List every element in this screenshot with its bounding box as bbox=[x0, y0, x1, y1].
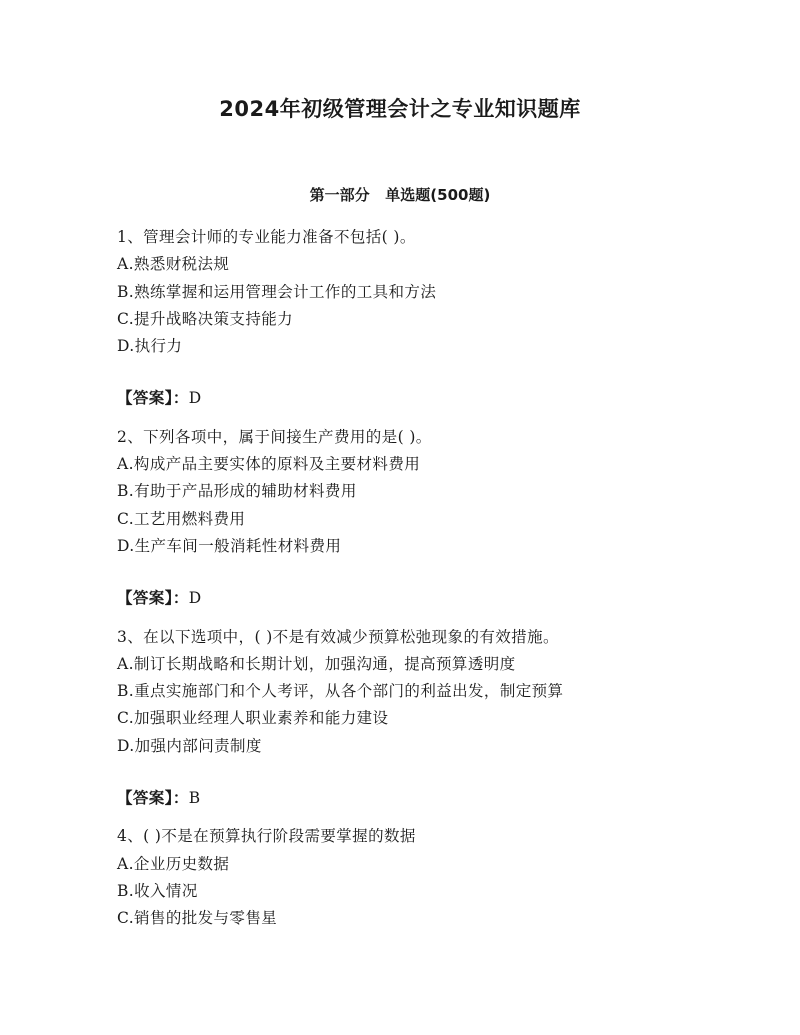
document-title: 2024年初级管理会计之专业知识题库 bbox=[219, 97, 581, 121]
answer-label: 【答案】： bbox=[117, 589, 189, 608]
option-a: A.熟悉财税法规 bbox=[117, 255, 230, 274]
question-stem: 3、在以下选项中，( )不是有效减少预算松弛现象的有效措施。 bbox=[117, 627, 559, 646]
question-2 bbox=[117, 424, 677, 613]
question-stem: 2、下列各项中，属于间接生产费用的是( )。 bbox=[117, 427, 432, 446]
question-3 bbox=[117, 624, 677, 813]
answer-value: B bbox=[188, 789, 201, 808]
option-c: C.加强职业经理人职业素养和能力建设 bbox=[117, 709, 389, 728]
section-title: 第一部分 单选题(500题) bbox=[309, 186, 491, 204]
option-c: C.提升战略决策支持能力 bbox=[117, 309, 294, 328]
option-c: C.销售的批发与零售星 bbox=[117, 909, 278, 928]
option-b: B.收入情况 bbox=[117, 881, 198, 900]
question-4 bbox=[117, 823, 677, 932]
option-d: D.加强内部问责制度 bbox=[117, 736, 262, 755]
option-d: D.执行力 bbox=[117, 337, 183, 356]
option-b: B.重点实施部门和个人考评，从各个部门的利益出发，制定预算 bbox=[117, 682, 564, 701]
option-a: A.企业历史数据 bbox=[117, 854, 230, 873]
answer-label: 【答案】： bbox=[117, 789, 189, 808]
question-list bbox=[117, 224, 677, 933]
option-a: A.构成产品主要实体的原料及主要材料费用 bbox=[117, 455, 421, 474]
answer-value: D bbox=[188, 389, 202, 408]
option-b: B.有助于产品形成的辅助材料费用 bbox=[117, 482, 357, 501]
answer-value: D bbox=[188, 589, 202, 608]
option-c: C.工艺用燃料费用 bbox=[117, 509, 246, 528]
question-1 bbox=[117, 224, 677, 413]
answer-line bbox=[117, 785, 677, 812]
answer-label: 【答案】： bbox=[117, 389, 189, 408]
answer-line bbox=[117, 585, 677, 612]
option-b: B.熟练掌握和运用管理会计工作的工具和方法 bbox=[117, 282, 437, 301]
answer-line bbox=[117, 385, 677, 412]
option-a: A.制订长期战略和长期计划，加强沟通，提高预算透明度 bbox=[117, 654, 516, 673]
question-stem: 4、( )不是在预算执行阶段需要掌握的数据 bbox=[117, 827, 416, 846]
option-d: D.生产车间一般消耗性材料费用 bbox=[117, 536, 342, 555]
question-stem: 1、管理会计师的专业能力准备不包括( )。 bbox=[117, 228, 416, 246]
